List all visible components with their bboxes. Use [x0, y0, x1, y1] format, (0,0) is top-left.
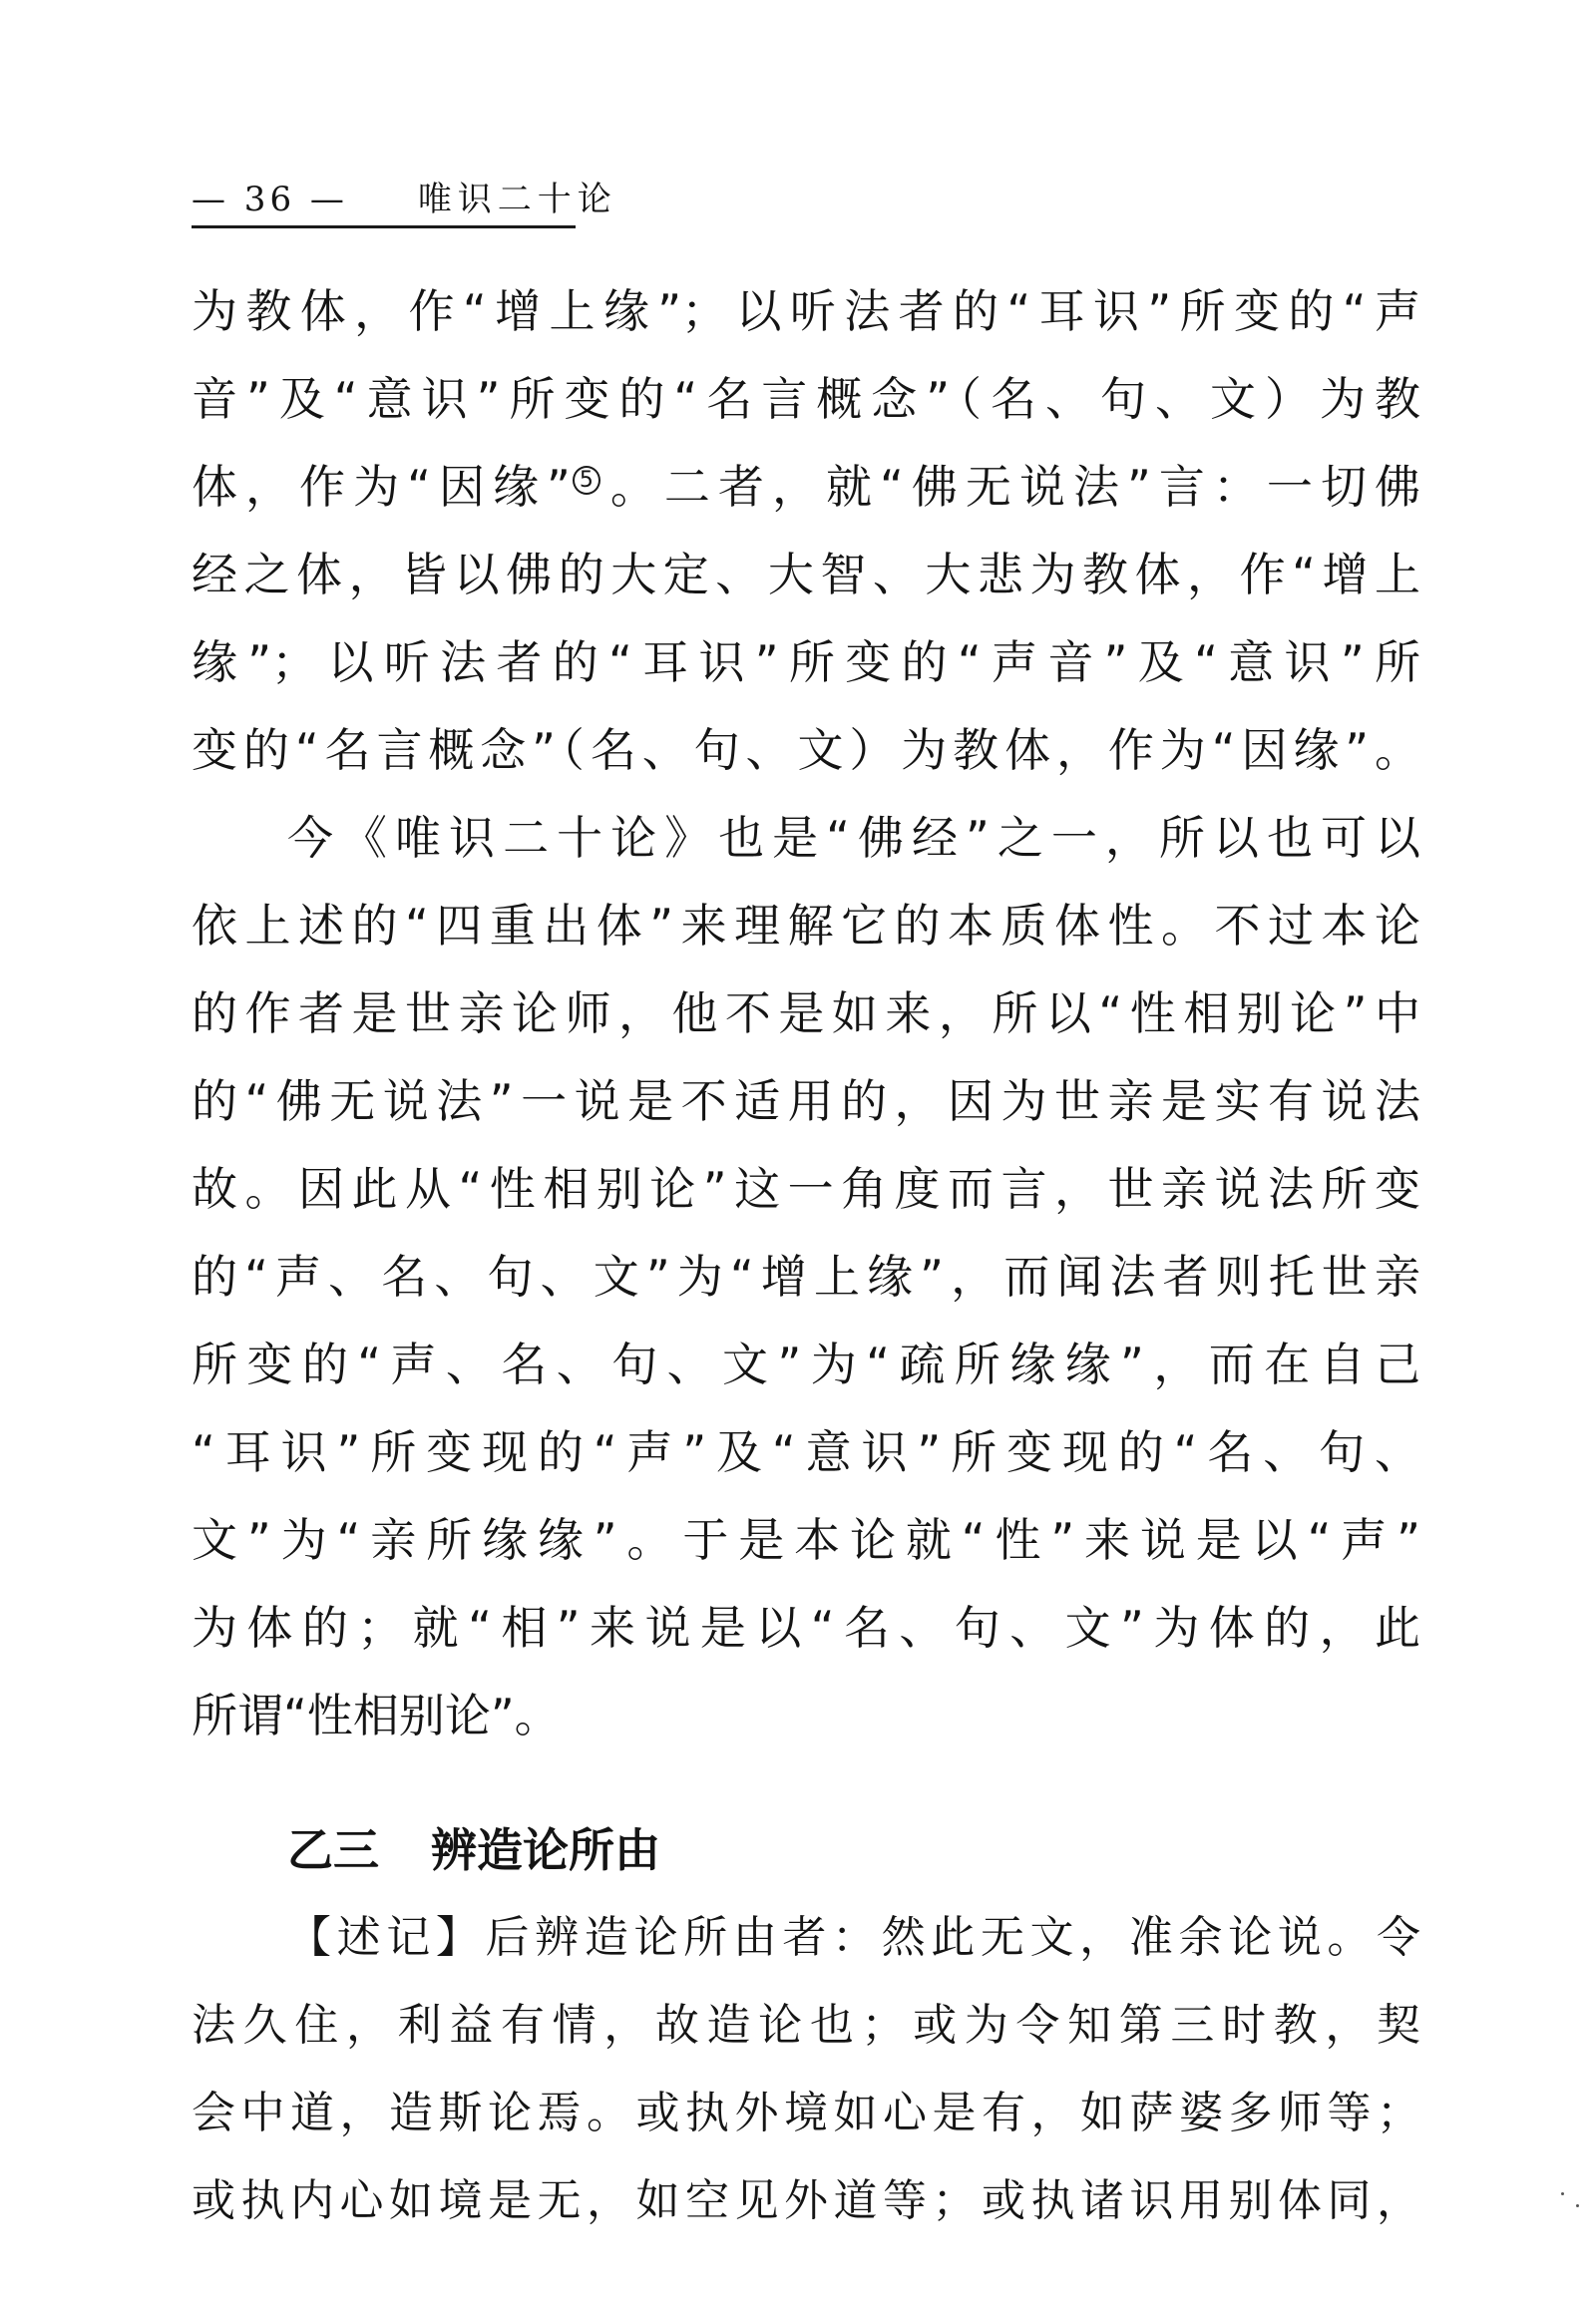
- commentary-line: 会中道，造斯论焉。或执外境如心是有，如萨婆多师等；: [192, 2088, 1420, 2138]
- footnote-marker[interactable]: 5: [573, 466, 600, 495]
- scan-speck: [1576, 2204, 1579, 2207]
- commentary-first-line: [287, 1908, 1420, 1968]
- body-line: 音”及“意识”所变的“名言概念”（名、句、文）为教: [192, 372, 1420, 426]
- paragraph-first-line: 今《唯识二十论》也是“佛经”之一，所以也可以: [287, 811, 1420, 865]
- section-title: 辨造论所由: [431, 1823, 660, 1877]
- header-rule: [192, 225, 576, 228]
- section-number: 乙三: [287, 1823, 379, 1877]
- body-line: 所变的“声、名、句、文”为“疏所缘缘”，而在自己: [192, 1338, 1420, 1391]
- body-line-segment: 体，作为“因缘”: [192, 460, 571, 514]
- body-line: 为体的；就“相”来说是以“名、句、文”为体的，此: [192, 1601, 1420, 1655]
- body-line: 的作者是世亲论师，他不是如来，所以“性相别论”中: [192, 986, 1420, 1040]
- body-line-segment: 。二者，就“佛无说法”言：一切佛: [601, 460, 1420, 514]
- body-line: 为教体，作“增上缘”；以听法者的“耳识”所变的“声: [192, 284, 1420, 338]
- body-line: “耳识”所变现的“声”及“意识”所变现的“名、句、: [192, 1425, 1420, 1479]
- book-title: 唯识二十论: [417, 180, 617, 219]
- body-line: 经之体，皆以佛的大定、大智、大悲为教体，作“增上: [192, 548, 1420, 601]
- body-line: 依上述的“四重出体”来理解它的本质体性。不过本论: [192, 899, 1420, 953]
- body-line: 变的“名言概念”（名、句、文）为教体，作为“因缘”。: [192, 723, 1420, 777]
- commentary-line-text: 后辨造论所由者：然此无文，准余论说。令: [485, 1912, 1420, 1963]
- commentary-line: 法久住，利益有情，故造论也；或为令知第三时教，契: [192, 2000, 1420, 2051]
- commentary-label: 【述记】: [287, 1912, 486, 1963]
- body-line: 缘”；以听法者的“耳识”所变的“声音”及“意识”所: [192, 635, 1420, 689]
- page-number: — 36 —: [192, 180, 348, 219]
- body-line: 故。因此从“性相别论”这一角度而言，世亲说法所变: [192, 1162, 1420, 1216]
- body-line: 的“佛无说法”一说是不适用的，因为世亲是实有说法: [192, 1074, 1420, 1128]
- body-line: 文”为“亲所缘缘”。于是本论就“性”来说是以“声”: [192, 1513, 1420, 1567]
- body-line-with-footnote: [192, 457, 1420, 517]
- running-header: [192, 180, 617, 219]
- paragraph-last-line: 所谓“性相别论”。: [192, 1689, 561, 1742]
- scan-speck: [1561, 2192, 1564, 2195]
- section-heading: [287, 1820, 660, 1880]
- body-line: 的“声、名、句、文”为“增上缘”，而闻法者则托世亲: [192, 1250, 1420, 1304]
- commentary-line: 或执内心如境是无，如空见外道等；或执诸识用别体同，: [192, 2175, 1420, 2226]
